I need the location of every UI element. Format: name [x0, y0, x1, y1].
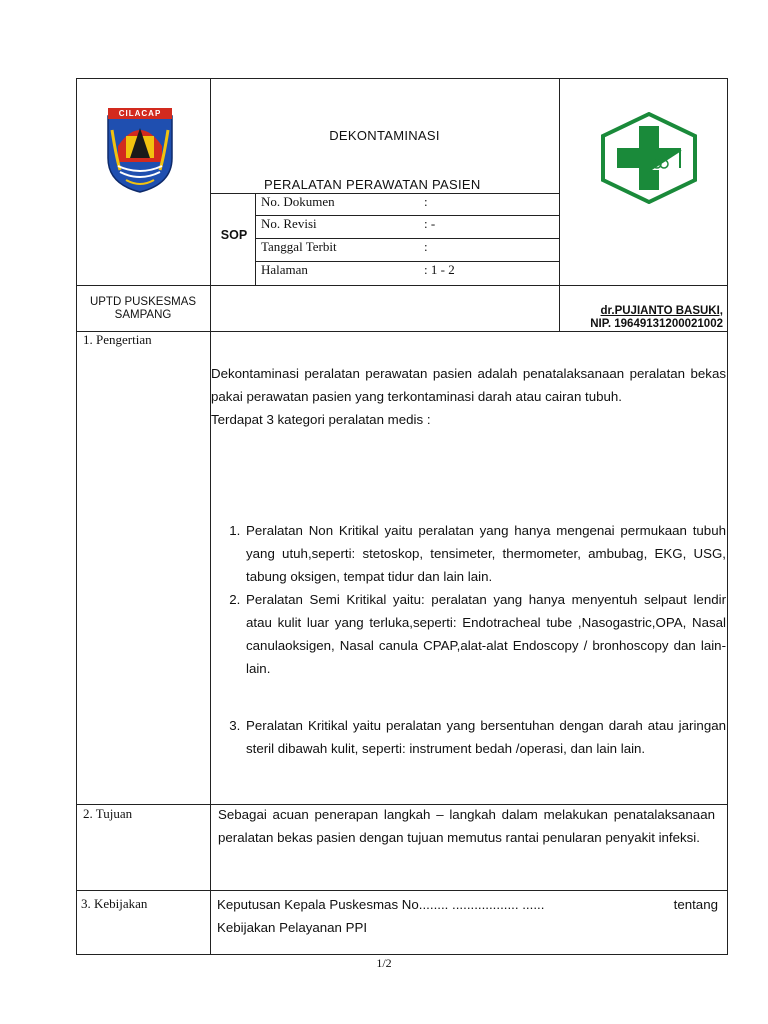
meta-label-revisi: No. Revisi	[261, 216, 317, 231]
table-border-right	[727, 78, 728, 955]
org-name-line1: UPTD PUSKESMAS	[89, 296, 197, 308]
cilacap-crest-icon	[104, 106, 176, 194]
table-col-divider-label	[210, 78, 211, 955]
puskesmas-cross-icon	[599, 112, 699, 204]
sop-label: SOP	[220, 228, 248, 242]
meta-value-tanggal: :	[424, 239, 428, 254]
table-border-top	[76, 78, 728, 79]
meta-label-dokumen: No. Dokumen	[261, 194, 335, 209]
cilacap-crest-logo	[104, 106, 176, 194]
doc-title: DEKONTAMINASI	[329, 128, 440, 143]
pengertian-content	[211, 362, 726, 431]
list-item-kritikal: 3. Peralatan Kritikal yaitu peralatan yang bersentuhan dengan darah atau jaringan steril dibawah kulit, seperti: instrument bedah /operasi, dan lain lain.	[244, 714, 726, 760]
table-border-left	[76, 78, 77, 955]
meta-value-halaman: : 1 - 2	[424, 262, 455, 277]
meta-value-revisi: : -	[424, 216, 436, 231]
page-number: 1/2	[376, 956, 392, 970]
pengertian-category-intro: Terdapat 3 kategori peralatan medis :	[211, 412, 431, 427]
signatory-name: dr.PUJIANTO BASUKI,	[600, 305, 723, 317]
kebijakan-decree: Keputusan Kepala Puskesmas No........ .................. ......	[217, 897, 545, 912]
table-col-divider-logo-right	[559, 78, 560, 332]
pengertian-list	[210, 519, 726, 760]
kebijakan-line1	[217, 893, 718, 916]
kebijakan-line2: Kebijakan Pelayanan PPI	[217, 920, 368, 935]
org-name-line2: SAMPANG	[114, 309, 172, 321]
puskesmas-logo	[599, 112, 699, 204]
table-border-bottom	[76, 954, 728, 955]
meta-label-halaman: Halaman	[261, 262, 308, 277]
org-name	[76, 296, 210, 322]
kebijakan-content	[217, 893, 718, 939]
signatory-nip: NIP. 19649131200021002	[590, 318, 723, 330]
section-label-kebijakan: 3. Kebijakan	[81, 896, 148, 911]
pengertian-definition: Dekontaminasi peralatan perawatan pasien adalah penatalaksanaan peralatan bekas pakai perawatan pasien yang terkontaminasi darah atau cairan tubuh.	[211, 366, 726, 404]
section-label-pengertian: 1. Pengertian	[83, 332, 152, 347]
list-item-non-kritikal: 1. Peralatan Non Kritikal yaitu peralatan yang hanya mengenai permukaan tubuh yang utuh,seperti: stetoskop, tensimeter, thermometer, ambubag, EKG, USG, tabung oksigen, tempat tidur dan lain lain.	[244, 519, 726, 588]
crest-banner-text: CILACAP	[118, 109, 162, 118]
signatory	[560, 305, 723, 331]
meta-label-tanggal: Tanggal Terbit	[261, 239, 337, 254]
kebijakan-tentang: tentang	[673, 897, 718, 912]
list-item-semi-kritikal: 2. Peralatan Semi Kritikal yaitu: peralatan yang hanya menyentuh selpaut lendir atau kulit luar yang terluka,seperti: Endotracheal tube ,Nasogastric,OPA, Nasal canulaoksigen, Nasal canula CPAP,alat-alat Endoscopy / bronhoscopy dan lain- lain.	[244, 588, 726, 680]
table-row-divider-tujuan	[76, 890, 728, 891]
tujuan-text: Sebagai acuan penerapan langkah – langkah dalam melakukan penatalaksanaan peralatan bekas pasien dengan tujuan memutus rantai penularan penyakit infeksi.	[218, 807, 715, 845]
table-row-divider-header	[76, 285, 728, 286]
table-row-divider-org	[76, 331, 728, 332]
doc-subtitle: PERALATAN PERAWATAN PASIEN	[264, 177, 481, 192]
section-label-tujuan: 2. Tujuan	[83, 806, 133, 821]
meta-value-dokumen: :	[424, 194, 428, 209]
